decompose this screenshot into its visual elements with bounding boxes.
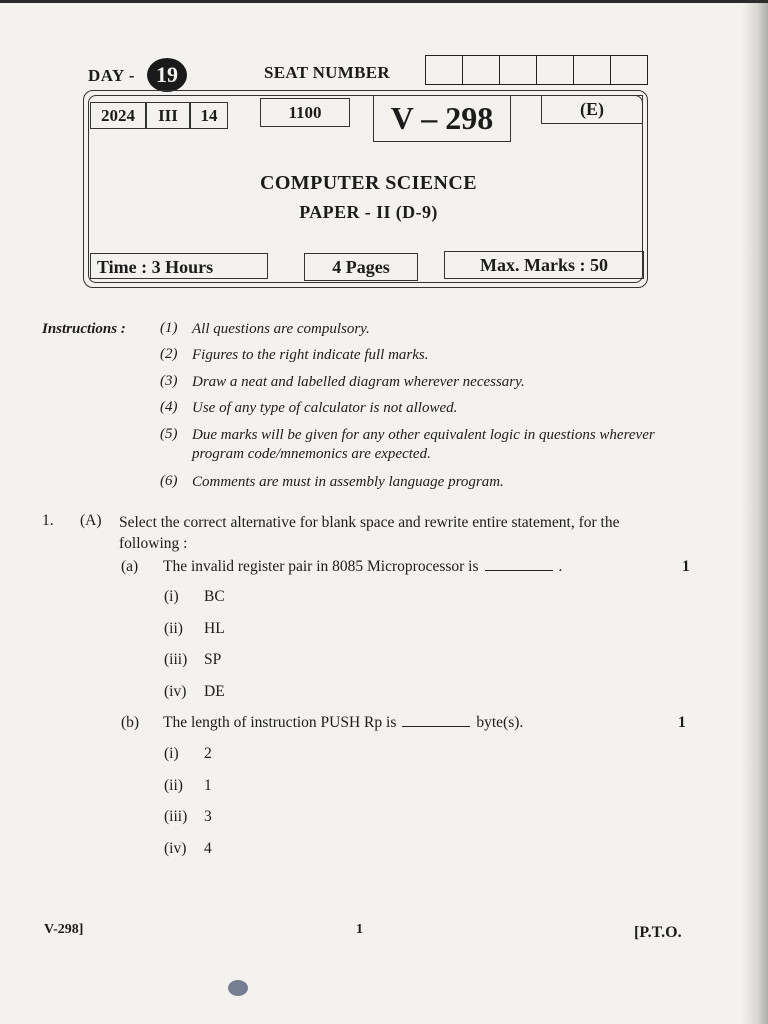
instructions-label: Instructions : [42, 321, 126, 337]
instruction-text: Use of any type of calculator is not allowed. [192, 400, 458, 416]
code-roman: III [146, 102, 190, 129]
sub-question-marks: 1 [678, 714, 686, 731]
scan-right-edge [742, 0, 768, 1024]
option-text: HL [204, 620, 225, 637]
sub-question-label: (a) [121, 558, 139, 575]
option-number: (iii) [164, 651, 188, 668]
question-number: 1. [42, 512, 54, 529]
option-item [164, 777, 212, 795]
seat-digit-box[interactable] [499, 56, 536, 84]
instruction-item [160, 399, 702, 418]
seat-digit-box[interactable] [462, 56, 499, 84]
option-text: 1 [204, 777, 212, 794]
footer-pto: [P.T.O. [634, 924, 682, 941]
option-text: 3 [204, 808, 212, 825]
option-number: (iv) [164, 683, 187, 700]
answer-blank [485, 570, 553, 571]
option-item [164, 620, 225, 638]
language-code: (E) [541, 95, 643, 124]
code-num: 14 [190, 102, 228, 129]
footer-page-number: 1 [356, 922, 363, 937]
option-number: (iv) [164, 840, 187, 857]
scan-top-edge [0, 0, 768, 3]
option-number: (i) [164, 588, 179, 605]
option-text: 2 [204, 745, 212, 762]
sub-question-text [163, 558, 562, 576]
seat-digit-box[interactable] [426, 56, 462, 84]
option-number: (ii) [164, 620, 183, 637]
sub-question-text-after: byte(s). [476, 714, 524, 731]
sub-question-label: (b) [121, 714, 140, 731]
sub-question-text-after: . [558, 558, 563, 575]
time-box: Time : 3 Hours [90, 253, 268, 279]
instruction-text: All questions are compulsory. [192, 321, 370, 337]
sub-question-text [163, 714, 523, 732]
instruction-number: (5) [160, 426, 178, 442]
ink-blot [228, 980, 248, 996]
instruction-item [160, 320, 702, 339]
sub-question-marks: 1 [682, 558, 690, 575]
seat-digit-box[interactable] [573, 56, 610, 84]
instruction-item [160, 346, 702, 365]
option-number: (i) [164, 745, 179, 762]
instruction-item [160, 426, 702, 464]
option-item [164, 840, 212, 858]
instruction-text: Draw a neat and labelled diagram wherever necessary. [192, 374, 525, 390]
paper-title: PAPER - II (D-9) [299, 202, 438, 222]
option-item [164, 745, 212, 763]
answer-blank [402, 726, 470, 727]
footer-paper-code: V-298] [44, 922, 84, 937]
option-text: SP [204, 651, 222, 668]
option-item [164, 651, 221, 669]
option-number: (ii) [164, 777, 183, 794]
option-number: (iii) [164, 808, 188, 825]
instruction-number: (1) [160, 320, 178, 336]
instruction-text: Due marks will be given for any other equivalent logic in questions wherever program code/mnemonics are expected. [192, 427, 655, 462]
question-text: Select the correct alternative for blank space and rewrite entire statement, for the following : [119, 514, 620, 552]
sub-question-text-before: The length of instruction PUSH Rp is [163, 714, 397, 731]
code-main: 1100 [260, 98, 350, 127]
code-year: 2024 [90, 102, 146, 129]
paper-code: V – 298 [373, 95, 511, 142]
day-label: DAY - [88, 66, 136, 85]
seat-number-boxes [425, 55, 648, 85]
seat-number-label: SEAT NUMBER [264, 63, 390, 82]
instruction-number: (2) [160, 346, 178, 362]
subject-title: COMPUTER SCIENCE [260, 172, 477, 194]
option-item [164, 683, 225, 701]
instruction-number: (3) [160, 373, 178, 389]
instruction-item [160, 373, 702, 392]
seat-digit-box[interactable] [610, 56, 647, 84]
instruction-text: Figures to the right indicate full marks. [192, 347, 429, 363]
option-item [164, 588, 225, 606]
instruction-number: (4) [160, 399, 178, 415]
day-number-badge: 19 [147, 58, 187, 92]
option-item [164, 808, 212, 826]
instruction-number: (6) [160, 473, 178, 489]
question-part: (A) [80, 512, 102, 529]
max-marks-box: Max. Marks : 50 [444, 251, 644, 279]
instruction-item [160, 473, 702, 492]
option-text: BC [204, 588, 225, 605]
seat-digit-box[interactable] [536, 56, 573, 84]
instruction-text: Comments are must in assembly language program. [192, 474, 504, 490]
sub-question-text-before: The invalid register pair in 8085 Microprocessor is [163, 558, 479, 575]
pages-box: 4 Pages [304, 253, 418, 281]
option-text: 4 [204, 840, 212, 857]
option-text: DE [204, 683, 225, 700]
